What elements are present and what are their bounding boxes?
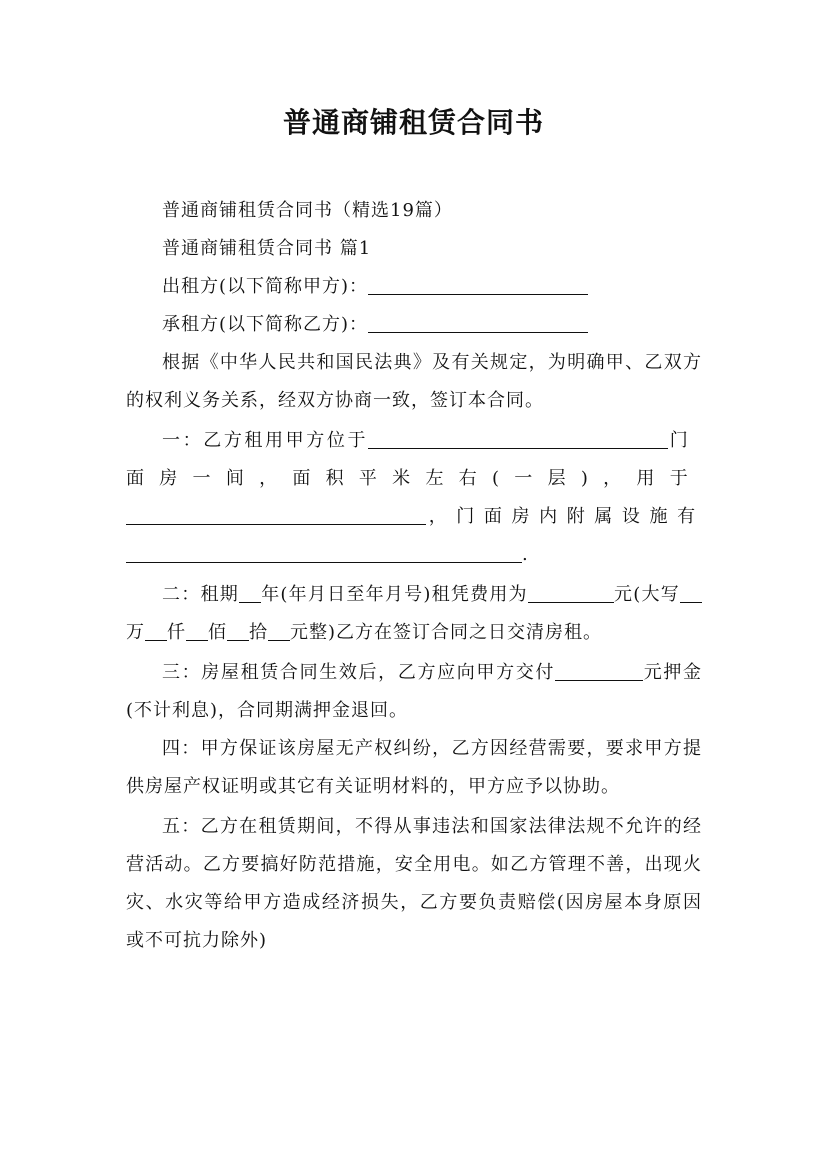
intro-paragraph: 根据《中华人民共和国民法典》及有关规定，为明确甲、乙双方的权利义务关系，经双方协商一致，签订本合同。 — [126, 352, 702, 411]
clause-2-text-g: 拾 — [249, 622, 268, 643]
clause-2-wan-blank — [680, 582, 702, 603]
clause-3-paragraph — [126, 654, 702, 730]
clause-5-paragraph: 五：乙方在租赁期间，不得从事违法和国家法律法规不允许的经营活动。乙方要搞好防范措施，安全用电。如乙方管理不善，出现火灾、水灾等给甲方造成经济损失，乙方要负责赔偿(因房屋本身原因或不可抗力除外) — [126, 816, 702, 951]
clause-2-text-d: 万 — [126, 622, 145, 643]
clause-2-paragraph — [126, 576, 702, 652]
lessor-line — [126, 268, 702, 306]
clause-1-usage-blank — [126, 504, 426, 525]
clause-4-paragraph: 四：甲方保证该房屋无产权纠纷，乙方因经营需要，要求甲方提供房屋产权证明或其它有关证明材料的，甲方应予以协助。 — [126, 738, 702, 797]
document-body — [126, 192, 702, 960]
clause-2-text-e: 仟 — [167, 622, 186, 643]
clause-3-text-b: 元押金(不计利息)，合同期满押金退回。 — [126, 662, 703, 721]
clause-2-shi-blank — [227, 620, 249, 641]
clause-2-text-a: 二：租期 — [162, 584, 239, 605]
lessee-line — [126, 306, 702, 344]
lessee-blank — [368, 312, 588, 333]
clause-2-bai-blank — [186, 620, 208, 641]
clause-2-text-f: 佰 — [208, 622, 227, 643]
clause-3-text-a: 三：房屋租赁合同生效后，乙方应向甲方交付 — [162, 662, 556, 683]
clause-1-facilities-blank — [126, 542, 522, 563]
clause-1-location-blank — [368, 428, 668, 449]
clause-1-text-c: ，门面房内附属设施有 — [426, 506, 702, 527]
clause-1-text-a: 一：乙方租用甲方位于 — [162, 430, 369, 451]
clause-2-fee-blank — [528, 582, 614, 603]
clause-2-text-h: 元整)乙方在签订合同之日交清房租。 — [290, 622, 603, 643]
clause-1-paragraph — [126, 422, 702, 574]
clause-2-yuan-blank — [268, 620, 290, 641]
clause-2-years-blank — [239, 582, 261, 603]
lessor-label: 出租方(以下简称甲方)： — [162, 276, 369, 297]
lessee-label: 承租方(以下简称乙方)： — [162, 314, 369, 335]
section-heading: 普通商铺租赁合同书 篇1 — [162, 238, 372, 259]
clause-3-deposit-blank — [555, 660, 643, 681]
clause-2-qian-blank — [145, 620, 167, 641]
lessor-blank — [368, 274, 588, 295]
document-title: 普通商铺租赁合同书 — [282, 106, 544, 139]
clause-2-text-c: 元(大写 — [613, 584, 681, 605]
document-subtitle: 普通商铺租赁合同书（精选19篇） — [162, 200, 453, 221]
clause-1-text-b: 门面房一间，面积平米左右(一层)，用于 — [126, 430, 703, 489]
clause-1-text-d: . — [522, 544, 529, 565]
clause-2-text-b: 年(年月日至年月号)租凭费用为 — [260, 584, 528, 605]
